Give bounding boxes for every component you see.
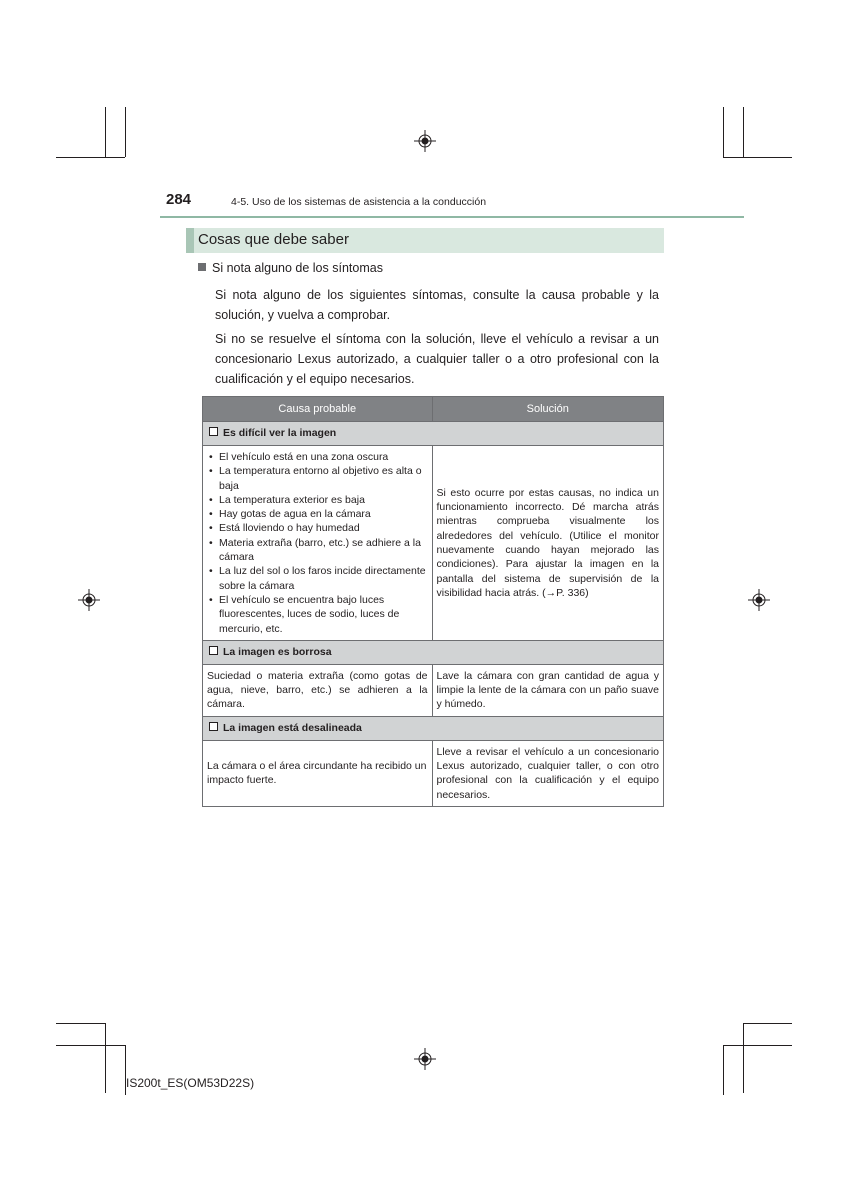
header-rule	[160, 216, 744, 218]
cause-list	[207, 450, 428, 636]
crop-mark	[743, 1023, 744, 1093]
list-item: • Está lloviendo o hay humedad	[207, 521, 428, 535]
group-title: La imagen está desalineada	[223, 722, 362, 735]
table-group-row	[203, 640, 664, 664]
table-header-row	[203, 397, 664, 422]
section-title: 4-5. Uso de los sistemas de asistencia a la conducción	[231, 196, 487, 208]
table-row	[203, 740, 664, 806]
page-number: 284	[166, 191, 192, 208]
document-code: IS200t_ES(OM53D22S)	[126, 1076, 255, 1090]
list-item: • El vehículo está en una zona oscura	[207, 450, 428, 464]
crop-mark	[723, 157, 792, 158]
crop-mark	[56, 1045, 125, 1046]
crop-mark	[125, 107, 126, 157]
info-box-title: Cosas que debe saber	[198, 231, 349, 248]
checkbox-icon	[209, 646, 218, 655]
paragraph: Si nota alguno de los siguientes síntomas, consulte la causa probable y la solución, y vuelva a comprobar.	[215, 288, 659, 322]
column-header-cause: Causa probable	[203, 397, 433, 422]
cause-cell	[203, 446, 433, 641]
table-row	[203, 664, 664, 716]
info-box-heading	[186, 228, 664, 253]
list-item: • El vehículo se encuentra bajo luces fluorescentes, luces de sodio, luces de mercurio, etc.	[207, 593, 428, 636]
solution-cell: Lave la cámara con gran cantidad de agua y limpie la lente de la cámara con un paño suave y húmedo.	[432, 664, 664, 716]
registration-mark-icon	[414, 1048, 436, 1070]
solution-cell: Si esto ocurre por estas causas, no indica un funcionamiento incorrecto. Dé marcha atrás mientras comprueba visualmente los alrededores del vehículo. (Utilice el monitor nuevamente cuando hayan mejorado las condiciones). Para ajustar la imagen en la pantalla del sistema de supervisión de la visibilidad hacia atrás. (→P. 336)	[432, 446, 664, 641]
table-group-row	[203, 716, 664, 740]
list-item: • La luz del sol o los faros incide directamente sobre la cámara	[207, 564, 428, 593]
group-title: La imagen es borrosa	[223, 646, 332, 659]
list-item: • Hay gotas de agua en la cámara	[207, 507, 428, 521]
crop-mark	[723, 107, 724, 157]
crop-mark	[56, 1023, 105, 1024]
crop-mark	[105, 1023, 106, 1093]
checkbox-icon	[209, 427, 218, 436]
checkbox-icon	[209, 722, 218, 731]
heading-accent-bar	[186, 228, 194, 253]
list-item: • Materia extraña (barro, etc.) se adhiere a la cámara	[207, 536, 428, 565]
registration-mark-icon	[78, 589, 100, 611]
table-group-row	[203, 422, 664, 446]
table-row	[203, 446, 664, 641]
cause-cell: La cámara o el área circundante ha recibido un impacto fuerte.	[203, 740, 433, 806]
square-bullet-icon	[198, 263, 206, 271]
subheading-text: Si nota alguno de los síntomas	[212, 261, 383, 275]
cause-cell: Suciedad o materia extraña (como gotas de agua, nieve, barro, etc.) se adhieren a la cámara.	[203, 664, 433, 716]
crop-mark	[723, 1045, 792, 1046]
crop-mark	[56, 157, 125, 158]
crop-mark	[723, 1045, 724, 1095]
group-title: Es difícil ver la imagen	[223, 427, 337, 440]
crop-mark	[105, 107, 106, 157]
registration-mark-icon	[748, 589, 770, 611]
subheading	[198, 261, 383, 275]
solution-cell: Lleve a revisar el vehículo a un concesionario Lexus autorizado, cualquier taller, o con otro profesional con la cualificación y el equipo necesarios.	[432, 740, 664, 806]
crop-mark	[743, 1023, 792, 1024]
registration-mark-icon	[414, 130, 436, 152]
list-item: • La temperatura exterior es baja	[207, 493, 428, 507]
troubleshooting-table	[202, 396, 664, 807]
list-item: • La temperatura entorno al objetivo es alta o baja	[207, 464, 428, 493]
crop-mark	[743, 107, 744, 157]
paragraph: Si no se resuelve el síntoma con la solución, lleve el vehículo a revisar a un concesionario Lexus autorizado, a cualquier taller o a otro profesional con la cualificación y el equipo necesarios.	[215, 332, 659, 386]
column-header-solution: Solución	[432, 397, 664, 422]
